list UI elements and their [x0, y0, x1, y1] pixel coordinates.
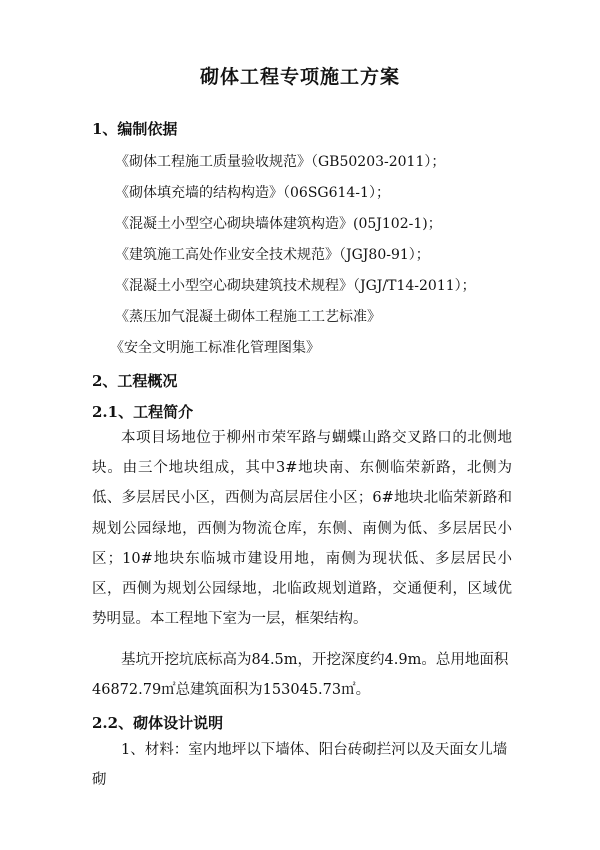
materials-paragraph: 1、材料：室内地坪以下墙体、阳台砖砌拦河以及天面女儿墙砌	[92, 742, 508, 789]
reference-item: 《建筑施工高处作业安全技术规范》（JGJ80-91）；	[115, 247, 430, 263]
subsection-heading-intro: 2.1、工程简介	[92, 403, 194, 421]
reference-item: 《砌体填充墙的结构构造》（06SG614-1）；	[115, 185, 390, 201]
reference-item: 《蒸压加气混凝土砌体工程施工工艺标准》	[115, 309, 381, 325]
reference-item: 《混凝土小型空心砌块建筑技术规程》（JGJ/T14-2011）；	[115, 278, 476, 294]
section-heading-basis: 1、编制依据	[92, 120, 178, 138]
subsection-heading-masonry: 2.2、砌体设计说明	[92, 714, 224, 732]
document-title: 砌体工程专项施工方案	[199, 66, 400, 88]
section-heading-overview: 2、工程概况	[92, 372, 178, 390]
excavation-paragraph: 基坑开挖坑底标高为84.5m，开挖深度约4.9m。总用地面积46872.79㎡总建筑面积为153045.73㎡。	[92, 652, 509, 699]
reference-item: 《砌体工程施工质量验收规范》（GB50203-2011）；	[115, 154, 446, 170]
intro-paragraph: 本项目场地位于柳州市荣军路与蝴蝶山路交叉路口的北侧地块。由三个地块组成，其中3#地块南、东侧临荣新路，北侧为低、多层居民小区，西侧为高层居住小区；6#地块北临荣新路和规划公园绿地，西侧为物流仓库，东侧、南侧为低、多层居民小区；10#地块东临城市建设用地，南侧为现状低、多层居民小区，西侧为规划公园绿地，北临政规划道路，交通便利，区域优势明显。本工程地下室为一层，框架结构。	[92, 430, 512, 628]
reference-item: 《混凝土小型空心砌块墙体建筑构造》(05J102-1)；	[115, 216, 442, 232]
reference-item: 《安全文明施工标准化管理图集》	[110, 340, 320, 356]
